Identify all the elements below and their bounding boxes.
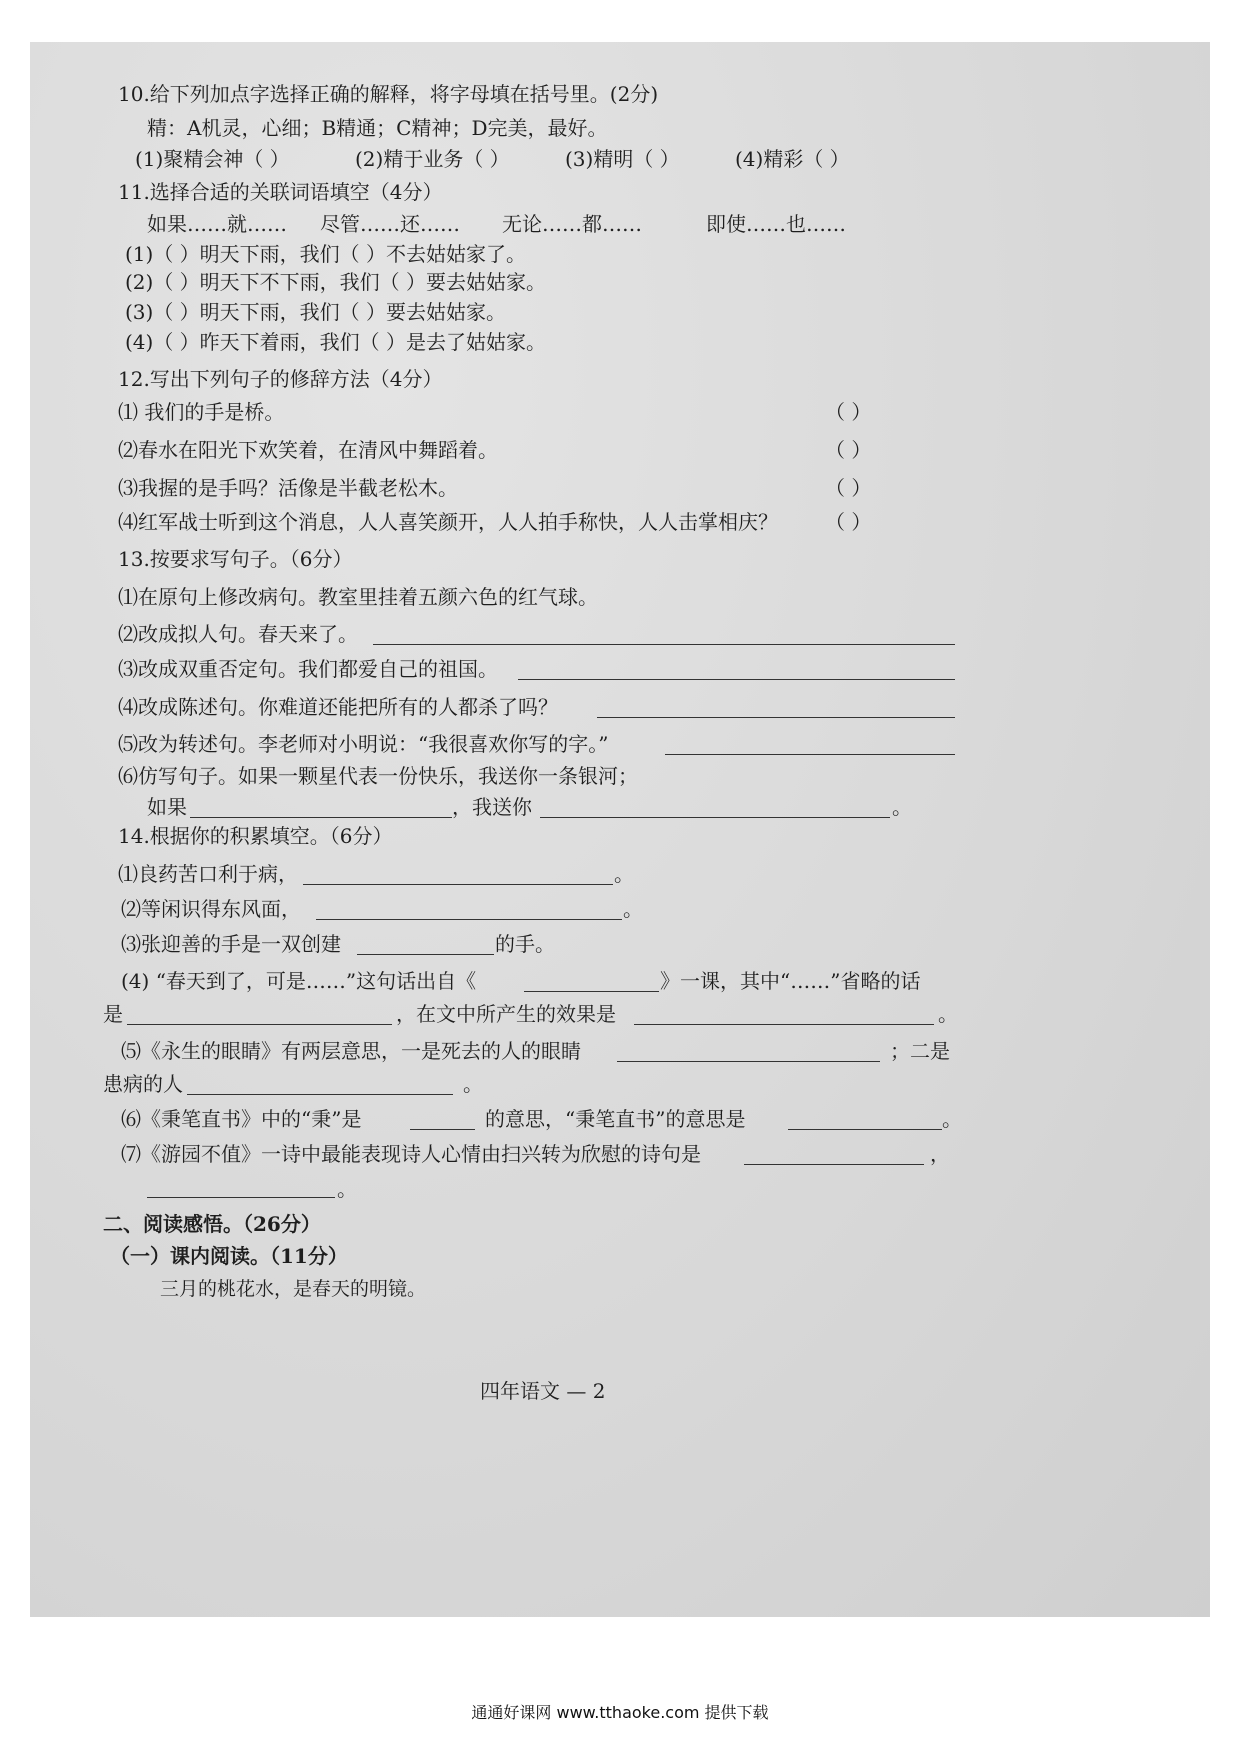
page-number: 四年语文 — 2 bbox=[480, 1379, 606, 1403]
q13-item-6: ⑹仿写句子。如果一颗星代表一份快乐，我送你一条银河； bbox=[118, 764, 638, 788]
q13-imitate-give: ，我送你 bbox=[452, 795, 532, 819]
source-footer: 通通好课网 www.tthaoke.com 提供下载 bbox=[471, 1703, 769, 1722]
q11-option-2: 尽管……还…… bbox=[320, 212, 460, 236]
q14-item-6a: ⑹《秉笔直书》中的“秉”是 bbox=[121, 1107, 362, 1131]
q12-item-1: ⑴ 我们的手是桥。 bbox=[118, 400, 285, 424]
q14-period-6: 。 bbox=[942, 1107, 962, 1131]
q13-item-2: ⑵改成拟人句。春天来了。 bbox=[118, 622, 358, 646]
q10-title: 10.给下列加点字选择正确的解释，将字母填在括号里。(2分) bbox=[118, 82, 659, 106]
q11-item-1: (1)（ ）明天下雨，我们（ ）不去姑姑家了。 bbox=[125, 242, 527, 266]
q10-item-2: (2)精于业务（ ） bbox=[355, 147, 510, 171]
q11-item-2: (2)（ ）明天下不下雨，我们（ ）要去姑姑家。 bbox=[125, 270, 547, 294]
q14-item-1: ⑴良药苦口利于病， bbox=[118, 862, 298, 886]
q14-line-2[interactable] bbox=[316, 897, 622, 920]
q14-line-3[interactable] bbox=[357, 932, 494, 955]
q14-period-4: 。 bbox=[938, 1002, 958, 1026]
q13-answer-line-5[interactable] bbox=[665, 732, 955, 755]
q13-answer-line-4[interactable] bbox=[597, 695, 955, 718]
q13-imitate-line-1[interactable] bbox=[190, 795, 452, 818]
q14-item-7a: ⑺《游园不值》一诗中最能表现诗人心情由扫兴转为欣慰的诗句是 bbox=[121, 1142, 701, 1166]
q11-option-3: 无论……都…… bbox=[502, 212, 642, 236]
q14-line-6b[interactable] bbox=[788, 1107, 942, 1130]
q14-period-2: 。 bbox=[623, 897, 643, 921]
q13-item-4: ⑷改成陈述句。你难道还能把所有的人都杀了吗？ bbox=[118, 695, 558, 719]
q12-item-2: ⑵春水在阳光下欢笑着，在清风中舞蹈着。 bbox=[118, 438, 498, 462]
q11-item-3: (3)（ ）明天下雨，我们（ ）要去姑姑家。 bbox=[125, 300, 507, 324]
q14-line-5b[interactable] bbox=[187, 1072, 453, 1095]
q14-line-7b[interactable] bbox=[147, 1175, 335, 1198]
q14-item-4d: ，在文中所产生的效果是 bbox=[396, 1002, 616, 1026]
q14-item-5a: ⑸《永生的眼睛》有两层意思，一是死去的人的眼睛 bbox=[121, 1039, 581, 1063]
q14-item-2: ⑵等闲识得东风面， bbox=[121, 897, 301, 921]
q14-line-1[interactable] bbox=[303, 862, 613, 885]
q14-title: 14.根据你的积累填空。（6分） bbox=[118, 824, 393, 848]
q14-line-4c[interactable] bbox=[634, 1002, 934, 1025]
q14-item-3b: 的手。 bbox=[495, 932, 555, 956]
section2-title: 二、阅读感悟。（26分） bbox=[103, 1212, 321, 1236]
q14-comma-7: ， bbox=[930, 1142, 950, 1166]
q14-item-4a: (4) “春天到了，可是……”这句话出自《 bbox=[121, 969, 477, 993]
q10-item-3: (3)精明（ ） bbox=[565, 147, 680, 171]
q10-item-1: (1)聚精会神（ ） bbox=[135, 147, 290, 171]
q14-line-7a[interactable] bbox=[744, 1142, 924, 1165]
q13-item-3: ⑶改成双重否定句。我们都爱自己的祖国。 bbox=[118, 657, 498, 681]
q12-paren-4: （ ） bbox=[825, 510, 872, 534]
q12-paren-2: （ ） bbox=[825, 438, 872, 462]
q14-item-6b: 的意思，“秉笔直书”的意思是 bbox=[485, 1107, 746, 1131]
q11-option-4: 即使……也…… bbox=[706, 212, 846, 236]
q14-line-6a[interactable] bbox=[410, 1107, 475, 1130]
reading-first-line: 三月的桃花水，是春天的明镜。 bbox=[160, 1278, 427, 1300]
section2-subtitle: （一）课内阅读。（11分） bbox=[110, 1244, 348, 1268]
q12-item-4: ⑷红军战士听到这个消息，人人喜笑颜开，人人拍手称快，人人击掌相庆？ bbox=[118, 510, 778, 534]
q13-item-1: ⑴在原句上修改病句。教室里挂着五颜六色的红气球。 bbox=[118, 585, 598, 609]
q10-item-4: (4)精彩（ ） bbox=[735, 147, 850, 171]
q11-item-4: (4)（ ）昨天下着雨，我们（ ）是去了姑姑家。 bbox=[125, 330, 547, 354]
q13-imitate-if: 如果 bbox=[147, 795, 187, 819]
q13-title: 13.按要求写句子。（6分） bbox=[118, 547, 353, 571]
q13-answer-line-3[interactable] bbox=[518, 657, 955, 680]
q14-item-4c: 是 bbox=[103, 1002, 123, 1026]
q13-imitate-end: 。 bbox=[892, 795, 912, 819]
q14-line-4a[interactable] bbox=[524, 969, 659, 992]
q14-period-7: 。 bbox=[337, 1177, 357, 1201]
q11-option-1: 如果……就…… bbox=[147, 212, 287, 236]
q13-answer-line-2[interactable] bbox=[373, 622, 955, 645]
q12-paren-3: （ ） bbox=[825, 476, 872, 500]
q13-imitate-line-2[interactable] bbox=[540, 795, 890, 818]
q14-line-4b[interactable] bbox=[127, 1002, 392, 1025]
q14-item-5b: ；二是 bbox=[890, 1039, 950, 1063]
q12-item-3: ⑶我握的是手吗？活像是半截老松木。 bbox=[118, 476, 458, 500]
q14-line-5a[interactable] bbox=[617, 1039, 880, 1062]
q10-definitions: 精：A机灵，心细；B精通；C精神；D完美，最好。 bbox=[147, 116, 608, 140]
q14-period-1: 。 bbox=[614, 862, 634, 886]
q14-item-4b: 》一课，其中“……”省略的话 bbox=[660, 969, 921, 993]
q14-item-3a: ⑶张迎善的手是一双创建 bbox=[121, 932, 341, 956]
q14-period-5: 。 bbox=[463, 1072, 483, 1096]
q12-title: 12.写出下列句子的修辞方法（4分） bbox=[118, 367, 443, 391]
q12-paren-1: （ ） bbox=[825, 400, 872, 424]
q14-item-5c: 患病的人 bbox=[103, 1072, 183, 1096]
q11-title: 11.选择合适的关联词语填空（4分） bbox=[118, 180, 443, 204]
q13-item-5: ⑸改为转述句。李老师对小明说：“我很喜欢你写的字。” bbox=[118, 732, 609, 756]
